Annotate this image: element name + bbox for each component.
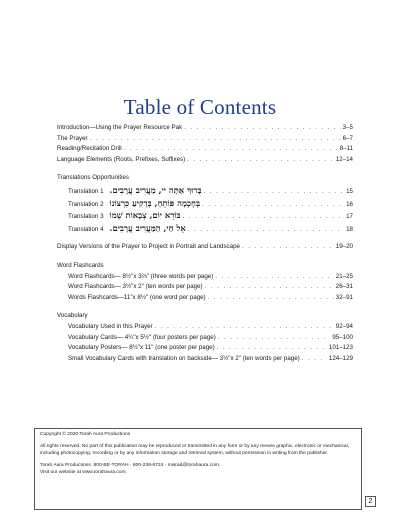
toc-entry-word-flashcards-1[interactable]: [57, 273, 353, 284]
section-heading-translations: Translations Opportunities: [57, 174, 129, 182]
toc-entry-page: 15: [346, 187, 353, 195]
contact-line: Torah Aura Productions. 800-BE-TORAH · 800-238-6724 · misrad@torahaura.com.: [40, 463, 221, 469]
toc-entry-page: 101–123: [328, 344, 353, 352]
toc-entry-label: Translation 1: [68, 187, 104, 195]
toc-entry-display-versions[interactable]: [57, 243, 353, 254]
toc-entry-page: 92–94: [335, 322, 353, 330]
toc-entry-reading-drill[interactable]: [57, 145, 353, 156]
toc-entry-page: 19–20: [335, 243, 353, 251]
hebrew-text: בְּחָכְמָה פּוֹתֵחַ, בְּרָקִיעַ כִּרְצוֹנוֹ: [109, 197, 201, 208]
toc-entry-page: 21–25: [335, 272, 353, 280]
toc-entry-label: Translation 3: [68, 213, 104, 221]
toc-entry-label: Display Versions of the Prayer to Project in Portrait and Landscape: [57, 243, 240, 251]
page-number: 2: [365, 496, 376, 507]
toc-entry-translation-3[interactable]: [57, 210, 353, 223]
toc-entry-label: Small Vocabulary Cards with translation on backside— 3½"x 2" (ten words per page): [68, 354, 300, 362]
copyright-line: Copyright © 2020 Torah Aura Productions: [40, 432, 131, 437]
toc-entry-page: 6–7: [342, 134, 353, 142]
toc-entry-language-elements[interactable]: [57, 156, 353, 167]
leader-dots: [202, 201, 344, 208]
leader-dots: [155, 323, 334, 330]
toc-entry-label: Vocabulary Used in this Prayer: [68, 322, 153, 330]
leader-dots: [204, 188, 345, 195]
toc-entry-vocabulary-1[interactable]: [57, 323, 353, 334]
toc-entry-page: 8–11: [339, 145, 353, 153]
hebrew-text: אֵל חַי, הַמַּעֲרִיב עֲרָבִים.: [109, 222, 186, 233]
leader-dots: [215, 273, 334, 280]
toc-entry-page: 16: [346, 200, 353, 208]
toc-entry-vocabulary-4[interactable]: [57, 355, 353, 366]
toc-entry-label: Reading/Recitation Drill: [57, 145, 122, 153]
toc-entry-label: Translation 2: [68, 200, 104, 208]
toc-entry-translation-1[interactable]: [57, 185, 353, 198]
website-line: Visit our website at www.torahaura.com.: [40, 469, 127, 475]
page-title: Table of Contents: [123, 95, 277, 119]
toc-entry-word-flashcards-3[interactable]: [57, 294, 353, 305]
leader-dots: [242, 243, 334, 250]
leader-dots: [90, 135, 341, 142]
toc-entry-label: Introduction—Using the Prayer Resource Pak: [57, 124, 183, 131]
toc-entry-label: Vocabulary Posters— 8½"x 11" (one poster per page): [68, 344, 215, 352]
toc-entry-page: 124–129: [328, 354, 353, 362]
toc-entry-label: Word Flashcards— 3½"x 2" (ten words per page): [68, 283, 203, 291]
leader-dots: [183, 213, 345, 220]
copyright-box: [34, 428, 362, 510]
leader-dots: [217, 344, 327, 351]
toc-entry-label: Language Elements (Roots, Prefixes, Suffixes): [57, 155, 186, 163]
toc-entry-page: 12–14: [335, 155, 353, 163]
rights-statement: All rights reserved. No part of this publication may be reproduced or transmitted in any form or by any means graphic, electronic or mechanical, including photocopying, recording or by any information storage and retrieval system, without permission in writing from the publisher.: [40, 444, 350, 456]
section-heading-word-flashcards: Word Flashcards: [57, 261, 104, 269]
toc-entry-introduction[interactable]: [57, 124, 353, 135]
leader-dots: [124, 145, 338, 152]
toc-entry-label: Vocabulary Cards— 4¼"x 5½" (four posters per page): [68, 333, 216, 341]
toc-entry-page: 26–31: [335, 283, 353, 291]
toc-entry-vocabulary-3[interactable]: [57, 344, 353, 355]
toc-entry-label: Word Flashcards— 8½"x 3⅔" (three words per page): [68, 272, 214, 280]
toc-entry-translation-2[interactable]: [57, 198, 353, 211]
section-heading-vocabulary: Vocabulary: [57, 312, 88, 320]
toc-entry-page: 17: [346, 213, 353, 221]
leader-dots: [187, 156, 334, 163]
leader-dots: [218, 334, 331, 341]
leader-dots: [302, 355, 327, 362]
toc-entry-word-flashcards-2[interactable]: [57, 283, 353, 294]
toc-entry-page: 95–100: [332, 333, 353, 341]
toc-entry-label: The Prayer: [57, 134, 88, 142]
leader-dots: [184, 124, 340, 131]
toc-entry-translation-4[interactable]: [57, 223, 353, 236]
toc-entry-the-prayer[interactable]: [57, 135, 353, 146]
toc-entry-label: Words Flashcards—11"x 8½" (one word per page): [68, 293, 206, 301]
leader-dots: [208, 294, 334, 301]
leader-dots: [205, 283, 334, 290]
toc-entry-page: 3–5: [342, 124, 353, 131]
hebrew-text: בָּרוּךְ אַתָּה יי, מַעֲרִיב עֲרָבִים.: [109, 184, 202, 195]
leader-dots: [188, 226, 344, 233]
toc-entry-page: 32–91: [335, 293, 353, 301]
toc-entry-page: 18: [346, 225, 353, 233]
table-of-contents: [57, 124, 353, 365]
toc-entry-vocabulary-2[interactable]: [57, 334, 353, 345]
hebrew-text: בּוֹרֵא יוֹם, צְבָאוֹת שְׁמוֹ: [109, 210, 181, 221]
toc-entry-label: Translation 4: [68, 225, 104, 233]
